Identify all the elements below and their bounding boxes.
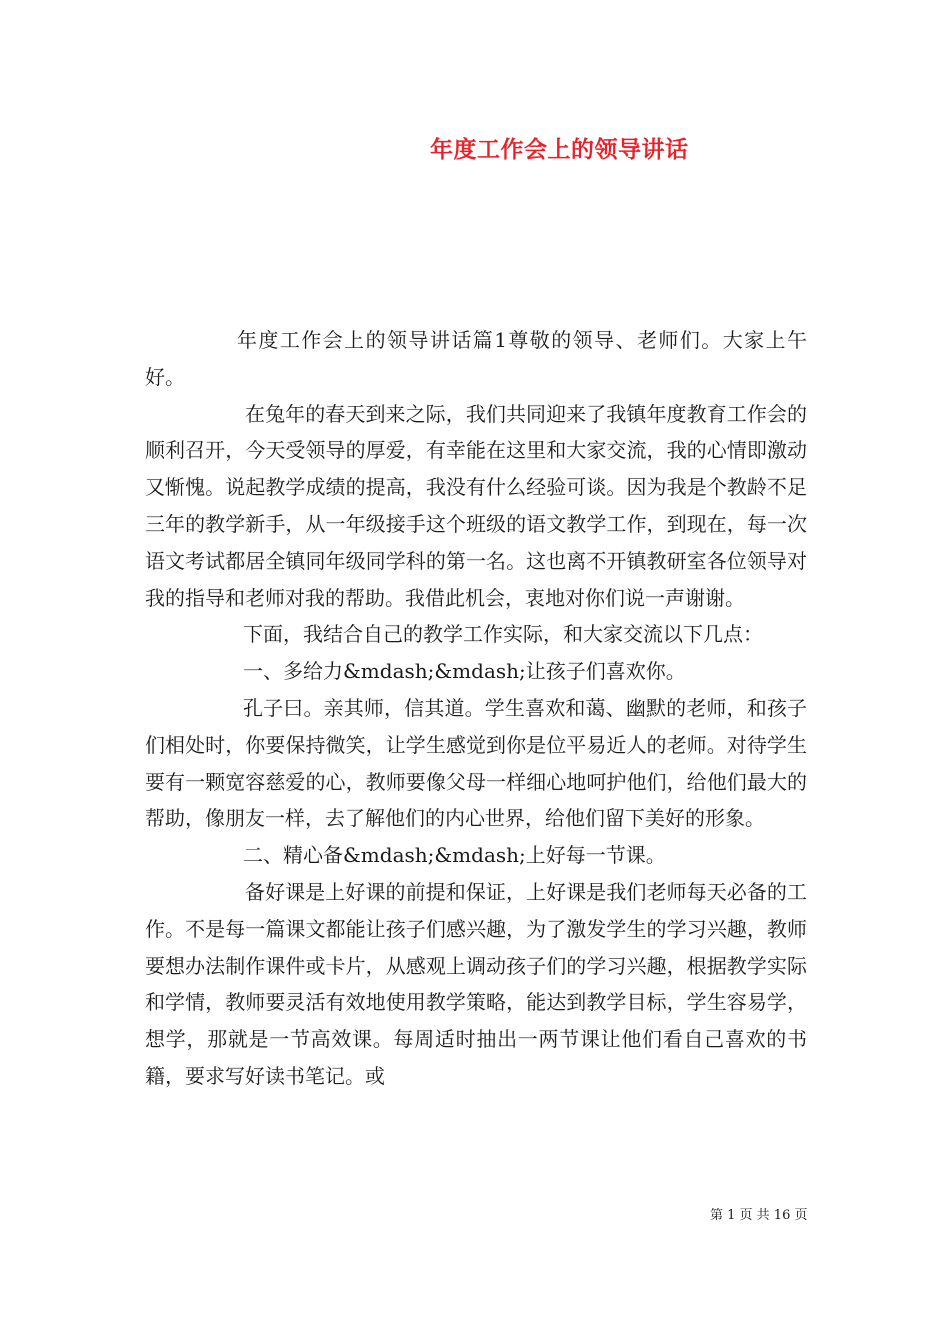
section-heading-two: 二、精心备&mdash;&mdash;上好每一节课。	[243, 843, 666, 868]
paragraph-section-one: 孔子曰。亲其师，信其道。学生喜欢和蔼、幽默的老师，和孩子们相处时，你要保持微笑，让学生感觉到你是位平易近人的老师。对待学生要有一颗宽容慈爱的心，教师要像父母一样细心地呵护他们，给他们最大的帮助，像朋友一样，去了解他们的内心世界，给他们留下美好的形象。	[145, 695, 807, 831]
page-number-footer: 第 1 页 共 16 页	[710, 1208, 808, 1223]
paragraph-introduction: 在兔年的春天到来之际，我们共同迎来了我镇年度教育工作会的顺利召开，今天受领导的厚爱，有幸能在这里和大家交流，我的心情即激动又惭愧。说起教学成绩的提高，我没有什么经验可谈。因为我是个教龄不足三年的教学新手，从一年级接手这个班级的语文教学工作，到现在，每一次语文考试都居全镇同年级同学科的第一名。这也离不开镇教研室各位领导对我的指导和老师对我的帮助。我借此机会，衷地对你们说一声谢谢。	[145, 401, 807, 610]
section-heading-one: 一、多给力&mdash;&mdash;让孩子们喜欢你。	[243, 659, 686, 684]
paragraph-transition: 下面，我结合自己的教学工作实际，和大家交流以下几点：	[243, 622, 763, 647]
paragraph-section-two: 备好课是上好课的前提和保证，上好课是我们老师每天必备的工作。不是每一篇课文都能让孩子们感兴趣，为了激发学生的学习兴趣，教师要想办法制作课件或卡片，从感观上调动孩子们的学习兴趣，根据教学实际和学情，教师要灵活有效地使用教学策略，能达到教学目标，学生容易学，想学，那就是一节高效课。每周适时抽出一两节课让他们看自己喜欢的书籍，要求写好读书笔记。或	[145, 879, 807, 1088]
document-body	[145, 322, 807, 1095]
paragraph-greeting: 年度工作会上的领导讲话篇1尊敬的领导、老师们。大家上午好。	[145, 328, 807, 389]
document-title: 年度工作会上的领导讲话	[430, 136, 689, 163]
